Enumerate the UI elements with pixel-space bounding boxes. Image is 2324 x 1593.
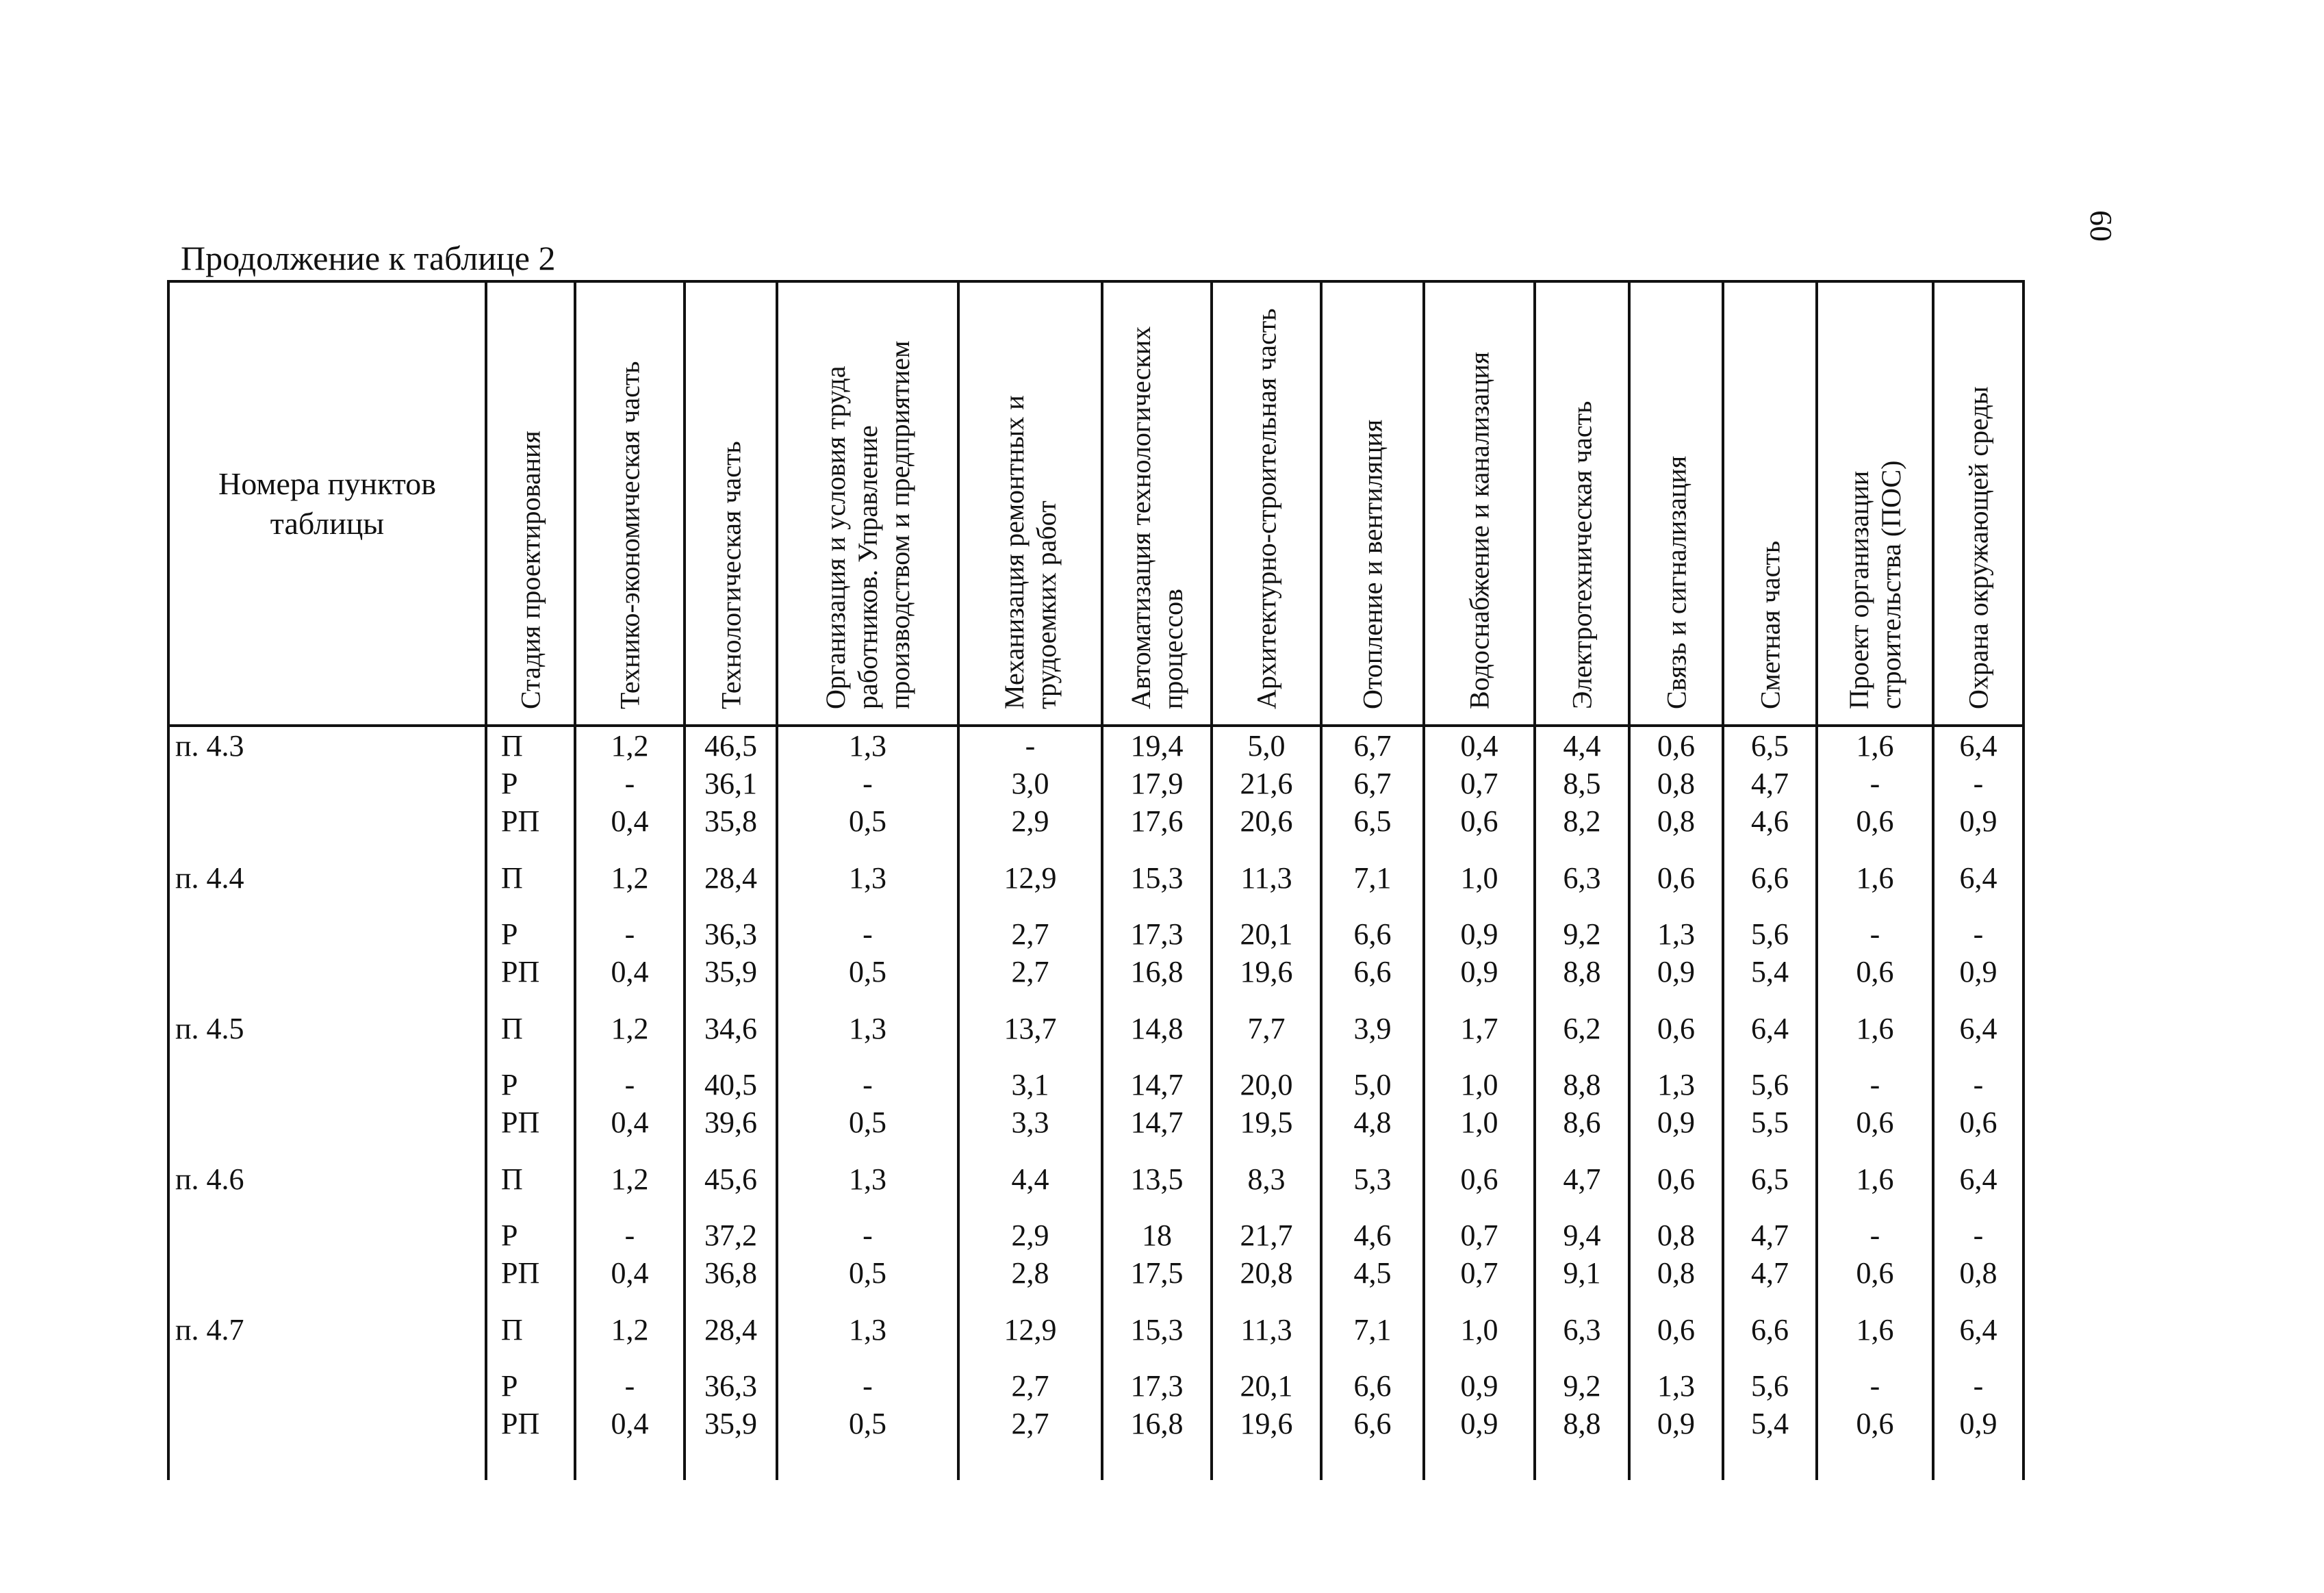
table-row bbox=[168, 1405, 2023, 1442]
value-cell: 2,9 bbox=[958, 802, 1102, 840]
stage-cell: Р bbox=[486, 1066, 575, 1104]
value-cell: 0,4 bbox=[575, 1405, 685, 1442]
value-cell: 1,3 bbox=[777, 1292, 958, 1367]
value-cell: 1,2 bbox=[575, 991, 685, 1066]
value-cell: 0,6 bbox=[1629, 991, 1723, 1066]
item-label-cell: п. 4.7 bbox=[168, 1292, 486, 1367]
column-header bbox=[777, 281, 958, 726]
table-row bbox=[168, 991, 2023, 1066]
value-cell: 1,6 bbox=[1817, 1292, 1933, 1367]
column-header bbox=[486, 281, 575, 726]
value-cell: 37,2 bbox=[685, 1216, 777, 1254]
value-cell: - bbox=[575, 765, 685, 802]
item-label-cell bbox=[168, 765, 486, 802]
value-cell: 1,0 bbox=[1424, 1066, 1535, 1104]
value-cell: 6,6 bbox=[1321, 953, 1424, 991]
value-cell: - bbox=[575, 1216, 685, 1254]
value-cell: 5,6 bbox=[1723, 1367, 1817, 1405]
data-table bbox=[167, 280, 2025, 1480]
column-header bbox=[1321, 281, 1424, 726]
value-cell: 7,1 bbox=[1321, 1292, 1424, 1367]
value-cell: 2,7 bbox=[958, 915, 1102, 953]
value-cell: - bbox=[777, 915, 958, 953]
value-cell: 0,7 bbox=[1424, 1216, 1535, 1254]
value-cell: 0,6 bbox=[1933, 1104, 2023, 1141]
value-cell: - bbox=[1933, 1367, 2023, 1405]
value-cell: 8,6 bbox=[1535, 1104, 1629, 1141]
column-header bbox=[685, 281, 777, 726]
value-cell: 36,3 bbox=[685, 915, 777, 953]
value-cell: 17,3 bbox=[1102, 915, 1212, 953]
column-header-label: Автоматизация технологических процессов bbox=[1125, 326, 1188, 709]
value-cell: 0,6 bbox=[1817, 1254, 1933, 1292]
value-cell: - bbox=[1817, 915, 1933, 953]
item-label-cell bbox=[168, 1367, 486, 1405]
item-label-cell bbox=[168, 953, 486, 991]
table-row bbox=[168, 1254, 2023, 1292]
value-cell: 1,3 bbox=[1629, 1066, 1723, 1104]
table-row bbox=[168, 1104, 2023, 1141]
stage-cell: РП bbox=[486, 1104, 575, 1141]
item-label-cell bbox=[168, 1254, 486, 1292]
value-cell: 0,8 bbox=[1629, 765, 1723, 802]
value-cell: 8,8 bbox=[1535, 1405, 1629, 1442]
value-cell: 2,7 bbox=[958, 953, 1102, 991]
value-cell: 0,4 bbox=[575, 1104, 685, 1141]
value-cell: 0,9 bbox=[1629, 1405, 1723, 1442]
value-cell: 2,8 bbox=[958, 1254, 1102, 1292]
spacer-cell bbox=[777, 1442, 958, 1480]
value-cell: 0,4 bbox=[1424, 726, 1535, 765]
item-label-cell: п. 4.5 bbox=[168, 991, 486, 1066]
value-cell: 4,7 bbox=[1723, 1254, 1817, 1292]
value-cell: 36,1 bbox=[685, 765, 777, 802]
value-cell: - bbox=[1817, 1216, 1933, 1254]
item-label-cell bbox=[168, 1104, 486, 1141]
item-label-cell bbox=[168, 802, 486, 840]
value-cell: 0,9 bbox=[1424, 1367, 1535, 1405]
value-cell: 4,5 bbox=[1321, 1254, 1424, 1292]
table-row bbox=[168, 953, 2023, 991]
value-cell: 5,0 bbox=[1321, 1066, 1424, 1104]
value-cell: 0,6 bbox=[1817, 802, 1933, 840]
value-cell: - bbox=[1933, 1216, 2023, 1254]
value-cell: 8,8 bbox=[1535, 953, 1629, 991]
value-cell: 20,8 bbox=[1212, 1254, 1321, 1292]
value-cell: 1,2 bbox=[575, 1292, 685, 1367]
value-cell: 21,6 bbox=[1212, 765, 1321, 802]
value-cell: 2,9 bbox=[958, 1216, 1102, 1254]
column-header bbox=[1535, 281, 1629, 726]
value-cell: 14,7 bbox=[1102, 1104, 1212, 1141]
value-cell: 0,6 bbox=[1629, 1292, 1723, 1367]
value-cell: 0,7 bbox=[1424, 1254, 1535, 1292]
table-row bbox=[168, 915, 2023, 953]
value-cell: 20,0 bbox=[1212, 1066, 1321, 1104]
value-cell: - bbox=[958, 726, 1102, 765]
value-cell: 8,8 bbox=[1535, 1066, 1629, 1104]
column-header-label: Водоснабжение и канализация bbox=[1464, 351, 1495, 709]
value-cell: 11,3 bbox=[1212, 1292, 1321, 1367]
value-cell: 17,9 bbox=[1102, 765, 1212, 802]
value-cell: 1,0 bbox=[1424, 1104, 1535, 1141]
value-cell: 20,1 bbox=[1212, 1367, 1321, 1405]
spacer-cell bbox=[1629, 1442, 1723, 1480]
column-header bbox=[1629, 281, 1723, 726]
stage-cell: П bbox=[486, 1292, 575, 1367]
value-cell: 5,6 bbox=[1723, 1066, 1817, 1104]
value-cell: 3,9 bbox=[1321, 991, 1424, 1066]
value-cell: 0,6 bbox=[1629, 1141, 1723, 1216]
value-cell: 5,3 bbox=[1321, 1141, 1424, 1216]
value-cell: 0,4 bbox=[575, 953, 685, 991]
value-cell: 0,9 bbox=[1629, 953, 1723, 991]
value-cell: 6,4 bbox=[1933, 726, 2023, 765]
value-cell: 2,7 bbox=[958, 1405, 1102, 1442]
value-cell: 6,6 bbox=[1321, 915, 1424, 953]
value-cell: 36,8 bbox=[685, 1254, 777, 1292]
value-cell: 1,3 bbox=[777, 726, 958, 765]
spacer-cell bbox=[1424, 1442, 1535, 1480]
stage-cell: РП bbox=[486, 802, 575, 840]
value-cell: 0,5 bbox=[777, 1104, 958, 1141]
value-cell: 6,4 bbox=[1933, 1292, 2023, 1367]
value-cell: 1,0 bbox=[1424, 1292, 1535, 1367]
column-header-label: Архитектурно-строительная часть bbox=[1251, 307, 1282, 709]
value-cell: 0,8 bbox=[1629, 802, 1723, 840]
spacer-cell bbox=[168, 1442, 486, 1480]
value-cell: - bbox=[1817, 765, 1933, 802]
stage-cell: П bbox=[486, 1141, 575, 1216]
value-cell: 3,0 bbox=[958, 765, 1102, 802]
table-row bbox=[168, 1292, 2023, 1367]
column-header bbox=[1424, 281, 1535, 726]
value-cell: 7,1 bbox=[1321, 840, 1424, 915]
value-cell: 34,6 bbox=[685, 991, 777, 1066]
value-cell: 0,9 bbox=[1933, 1405, 2023, 1442]
spacer-cell bbox=[1933, 1442, 2023, 1480]
value-cell: 1,6 bbox=[1817, 726, 1933, 765]
value-cell: 0,9 bbox=[1424, 915, 1535, 953]
value-cell: 6,4 bbox=[1723, 991, 1817, 1066]
value-cell: 19,4 bbox=[1102, 726, 1212, 765]
spacer-cell bbox=[1817, 1442, 1933, 1480]
table-row bbox=[168, 1141, 2023, 1216]
value-cell: 45,6 bbox=[685, 1141, 777, 1216]
spacer-cell bbox=[486, 1442, 575, 1480]
value-cell: 8,3 bbox=[1212, 1141, 1321, 1216]
item-label-cell bbox=[168, 1405, 486, 1442]
table-row bbox=[168, 802, 2023, 840]
value-cell: 6,6 bbox=[1723, 840, 1817, 915]
value-cell: 4,7 bbox=[1723, 765, 1817, 802]
value-cell: 1,3 bbox=[1629, 915, 1723, 953]
column-header-label: Технологическая часть bbox=[715, 440, 746, 709]
column-header bbox=[958, 281, 1102, 726]
spacer-cell bbox=[1102, 1442, 1212, 1480]
value-cell: - bbox=[1817, 1066, 1933, 1104]
value-cell: 19,6 bbox=[1212, 953, 1321, 991]
table-row bbox=[168, 765, 2023, 802]
value-cell: 1,6 bbox=[1817, 991, 1933, 1066]
value-cell: - bbox=[777, 765, 958, 802]
value-cell: 7,7 bbox=[1212, 991, 1321, 1066]
value-cell: 0,5 bbox=[777, 1405, 958, 1442]
value-cell: 0,5 bbox=[777, 953, 958, 991]
value-cell: 3,3 bbox=[958, 1104, 1102, 1141]
column-header bbox=[1817, 281, 1933, 726]
table-row bbox=[168, 840, 2023, 915]
value-cell: 0,8 bbox=[1933, 1254, 2023, 1292]
table-body bbox=[168, 726, 2023, 1480]
value-cell: 6,7 bbox=[1321, 726, 1424, 765]
item-label-cell: п. 4.6 bbox=[168, 1141, 486, 1216]
value-cell: - bbox=[575, 915, 685, 953]
stage-cell: П bbox=[486, 991, 575, 1066]
table-row-spacer bbox=[168, 1442, 2023, 1480]
column-header-label: Связь и сигнализация bbox=[1660, 455, 1691, 709]
column-header-label: Стадия проектирования bbox=[515, 430, 546, 709]
value-cell: 4,6 bbox=[1321, 1216, 1424, 1254]
column-header bbox=[1723, 281, 1817, 726]
value-cell: 13,5 bbox=[1102, 1141, 1212, 1216]
column-header-label: Организация и условия труда работников. Управление производством и предприятием bbox=[819, 340, 916, 709]
column-header-label: Отопление и вентиляция bbox=[1357, 419, 1388, 709]
value-cell: - bbox=[575, 1367, 685, 1405]
value-cell: 1,6 bbox=[1817, 1141, 1933, 1216]
value-cell: 0,9 bbox=[1629, 1104, 1723, 1141]
value-cell: 6,5 bbox=[1723, 726, 1817, 765]
column-header bbox=[1933, 281, 2023, 726]
value-cell: 0,6 bbox=[1817, 1104, 1933, 1141]
page-number: 60 bbox=[2084, 210, 2119, 242]
column-header bbox=[575, 281, 685, 726]
spacer-cell bbox=[1321, 1442, 1424, 1480]
column-header-label: Механизация ремонтных и трудоемких работ bbox=[998, 394, 1062, 709]
value-cell: 0,8 bbox=[1629, 1216, 1723, 1254]
spacer-cell bbox=[1212, 1442, 1321, 1480]
stage-cell: Р bbox=[486, 1367, 575, 1405]
value-cell: 0,4 bbox=[575, 802, 685, 840]
value-cell: 1,0 bbox=[1424, 840, 1535, 915]
value-cell: 6,3 bbox=[1535, 840, 1629, 915]
value-cell: 0,6 bbox=[1629, 840, 1723, 915]
value-cell: 6,5 bbox=[1321, 802, 1424, 840]
value-cell: 36,3 bbox=[685, 1367, 777, 1405]
value-cell: 5,4 bbox=[1723, 1405, 1817, 1442]
value-cell: 2,7 bbox=[958, 1367, 1102, 1405]
value-cell: 35,8 bbox=[685, 802, 777, 840]
value-cell: 4,4 bbox=[958, 1141, 1102, 1216]
value-cell: 0,9 bbox=[1424, 1405, 1535, 1442]
value-cell: 6,6 bbox=[1723, 1292, 1817, 1367]
stage-cell: РП bbox=[486, 953, 575, 991]
row-label-header: Номера пунктов таблицы bbox=[168, 281, 486, 726]
value-cell: 14,7 bbox=[1102, 1066, 1212, 1104]
value-cell: 6,4 bbox=[1933, 840, 2023, 915]
value-cell: 8,5 bbox=[1535, 765, 1629, 802]
value-cell: 5,5 bbox=[1723, 1104, 1817, 1141]
value-cell: 3,1 bbox=[958, 1066, 1102, 1104]
column-header bbox=[1212, 281, 1321, 726]
value-cell: 4,7 bbox=[1535, 1141, 1629, 1216]
value-cell: 5,0 bbox=[1212, 726, 1321, 765]
value-cell: 1,2 bbox=[575, 1141, 685, 1216]
stage-cell: Р bbox=[486, 1216, 575, 1254]
value-cell: 13,7 bbox=[958, 991, 1102, 1066]
spacer-cell bbox=[575, 1442, 685, 1480]
stage-cell: П bbox=[486, 726, 575, 765]
value-cell: - bbox=[777, 1066, 958, 1104]
value-cell: 6,6 bbox=[1321, 1405, 1424, 1442]
value-cell: 35,9 bbox=[685, 953, 777, 991]
value-cell: 19,5 bbox=[1212, 1104, 1321, 1141]
value-cell: - bbox=[1817, 1367, 1933, 1405]
table-row bbox=[168, 1367, 2023, 1405]
value-cell: 0,6 bbox=[1817, 953, 1933, 991]
column-header-label: Охрана окружающей среды bbox=[1963, 385, 1994, 709]
value-cell: 28,4 bbox=[685, 1292, 777, 1367]
item-label-cell: п. 4.3 bbox=[168, 726, 486, 765]
spacer-cell bbox=[1723, 1442, 1817, 1480]
item-label-cell: п. 4.4 bbox=[168, 840, 486, 915]
stage-cell: Р bbox=[486, 765, 575, 802]
value-cell: 4,7 bbox=[1723, 1216, 1817, 1254]
value-cell: 6,2 bbox=[1535, 991, 1629, 1066]
value-cell: 46,5 bbox=[685, 726, 777, 765]
value-cell: 20,1 bbox=[1212, 915, 1321, 953]
value-cell: 21,7 bbox=[1212, 1216, 1321, 1254]
table-row bbox=[168, 1066, 2023, 1104]
value-cell: 0,4 bbox=[575, 1254, 685, 1292]
stage-cell: Р bbox=[486, 915, 575, 953]
table-caption: Продолжение к таблице 2 bbox=[181, 239, 556, 277]
value-cell: 0,9 bbox=[1424, 953, 1535, 991]
value-cell: 9,2 bbox=[1535, 1367, 1629, 1405]
value-cell: 14,8 bbox=[1102, 991, 1212, 1066]
value-cell: 4,4 bbox=[1535, 726, 1629, 765]
value-cell: 6,4 bbox=[1933, 1141, 2023, 1216]
value-cell: 1,2 bbox=[575, 840, 685, 915]
value-cell: 1,3 bbox=[777, 991, 958, 1066]
column-header bbox=[1102, 281, 1212, 726]
value-cell: 1,3 bbox=[777, 1141, 958, 1216]
value-cell: 39,6 bbox=[685, 1104, 777, 1141]
value-cell: 0,5 bbox=[777, 1254, 958, 1292]
value-cell: 6,3 bbox=[1535, 1292, 1629, 1367]
value-cell: 0,9 bbox=[1933, 802, 2023, 840]
value-cell: 17,6 bbox=[1102, 802, 1212, 840]
value-cell: 5,4 bbox=[1723, 953, 1817, 991]
value-cell: - bbox=[1933, 1066, 2023, 1104]
value-cell: 6,5 bbox=[1723, 1141, 1817, 1216]
value-cell: 11,3 bbox=[1212, 840, 1321, 915]
value-cell: 0,6 bbox=[1629, 726, 1723, 765]
value-cell: 0,6 bbox=[1424, 802, 1535, 840]
value-cell: 9,1 bbox=[1535, 1254, 1629, 1292]
value-cell: 1,2 bbox=[575, 726, 685, 765]
value-cell: 18 bbox=[1102, 1216, 1212, 1254]
stage-cell: РП bbox=[486, 1405, 575, 1442]
spacer-cell bbox=[958, 1442, 1102, 1480]
value-cell: - bbox=[1933, 915, 2023, 953]
value-cell: 1,3 bbox=[1629, 1367, 1723, 1405]
value-cell: 17,5 bbox=[1102, 1254, 1212, 1292]
value-cell: 16,8 bbox=[1102, 1405, 1212, 1442]
value-cell: 5,6 bbox=[1723, 915, 1817, 953]
value-cell: 9,4 bbox=[1535, 1216, 1629, 1254]
value-cell: 19,6 bbox=[1212, 1405, 1321, 1442]
value-cell: 35,9 bbox=[685, 1405, 777, 1442]
stage-cell: РП bbox=[486, 1254, 575, 1292]
item-label-cell bbox=[168, 915, 486, 953]
value-cell: 12,9 bbox=[958, 1292, 1102, 1367]
column-header-label: Технико-экономическая часть bbox=[614, 360, 646, 709]
value-cell: 17,3 bbox=[1102, 1367, 1212, 1405]
stage-cell: П bbox=[486, 840, 575, 915]
header-row bbox=[168, 281, 2023, 726]
column-header-label: Проект организации строительства (ПОС) bbox=[1843, 460, 1906, 709]
value-cell: 15,3 bbox=[1102, 1292, 1212, 1367]
value-cell: 15,3 bbox=[1102, 840, 1212, 915]
value-cell: - bbox=[1933, 765, 2023, 802]
value-cell: 12,9 bbox=[958, 840, 1102, 915]
value-cell: 1,7 bbox=[1424, 991, 1535, 1066]
value-cell: 6,4 bbox=[1933, 991, 2023, 1066]
column-header-label: Электротехническая часть bbox=[1566, 400, 1598, 709]
value-cell: 0,6 bbox=[1424, 1141, 1535, 1216]
value-cell: 16,8 bbox=[1102, 953, 1212, 991]
table-row bbox=[168, 726, 2023, 765]
value-cell: 6,7 bbox=[1321, 765, 1424, 802]
value-cell: - bbox=[777, 1367, 958, 1405]
value-cell: 0,7 bbox=[1424, 765, 1535, 802]
value-cell: - bbox=[575, 1066, 685, 1104]
value-cell: 0,6 bbox=[1817, 1405, 1933, 1442]
column-header-label: Сметная часть bbox=[1754, 540, 1785, 709]
value-cell: 28,4 bbox=[685, 840, 777, 915]
value-cell: 0,9 bbox=[1933, 953, 2023, 991]
spacer-cell bbox=[1535, 1442, 1629, 1480]
value-cell: 4,8 bbox=[1321, 1104, 1424, 1141]
value-cell: - bbox=[777, 1216, 958, 1254]
value-cell: 1,6 bbox=[1817, 840, 1933, 915]
table-row bbox=[168, 1216, 2023, 1254]
value-cell: 0,5 bbox=[777, 802, 958, 840]
item-label-cell bbox=[168, 1066, 486, 1104]
value-cell: 6,6 bbox=[1321, 1367, 1424, 1405]
value-cell: 40,5 bbox=[685, 1066, 777, 1104]
value-cell: 20,6 bbox=[1212, 802, 1321, 840]
spacer-cell bbox=[685, 1442, 777, 1480]
value-cell: 9,2 bbox=[1535, 915, 1629, 953]
value-cell: 8,2 bbox=[1535, 802, 1629, 840]
value-cell: 0,8 bbox=[1629, 1254, 1723, 1292]
value-cell: 1,3 bbox=[777, 840, 958, 915]
value-cell: 4,6 bbox=[1723, 802, 1817, 840]
item-label-cell bbox=[168, 1216, 486, 1254]
